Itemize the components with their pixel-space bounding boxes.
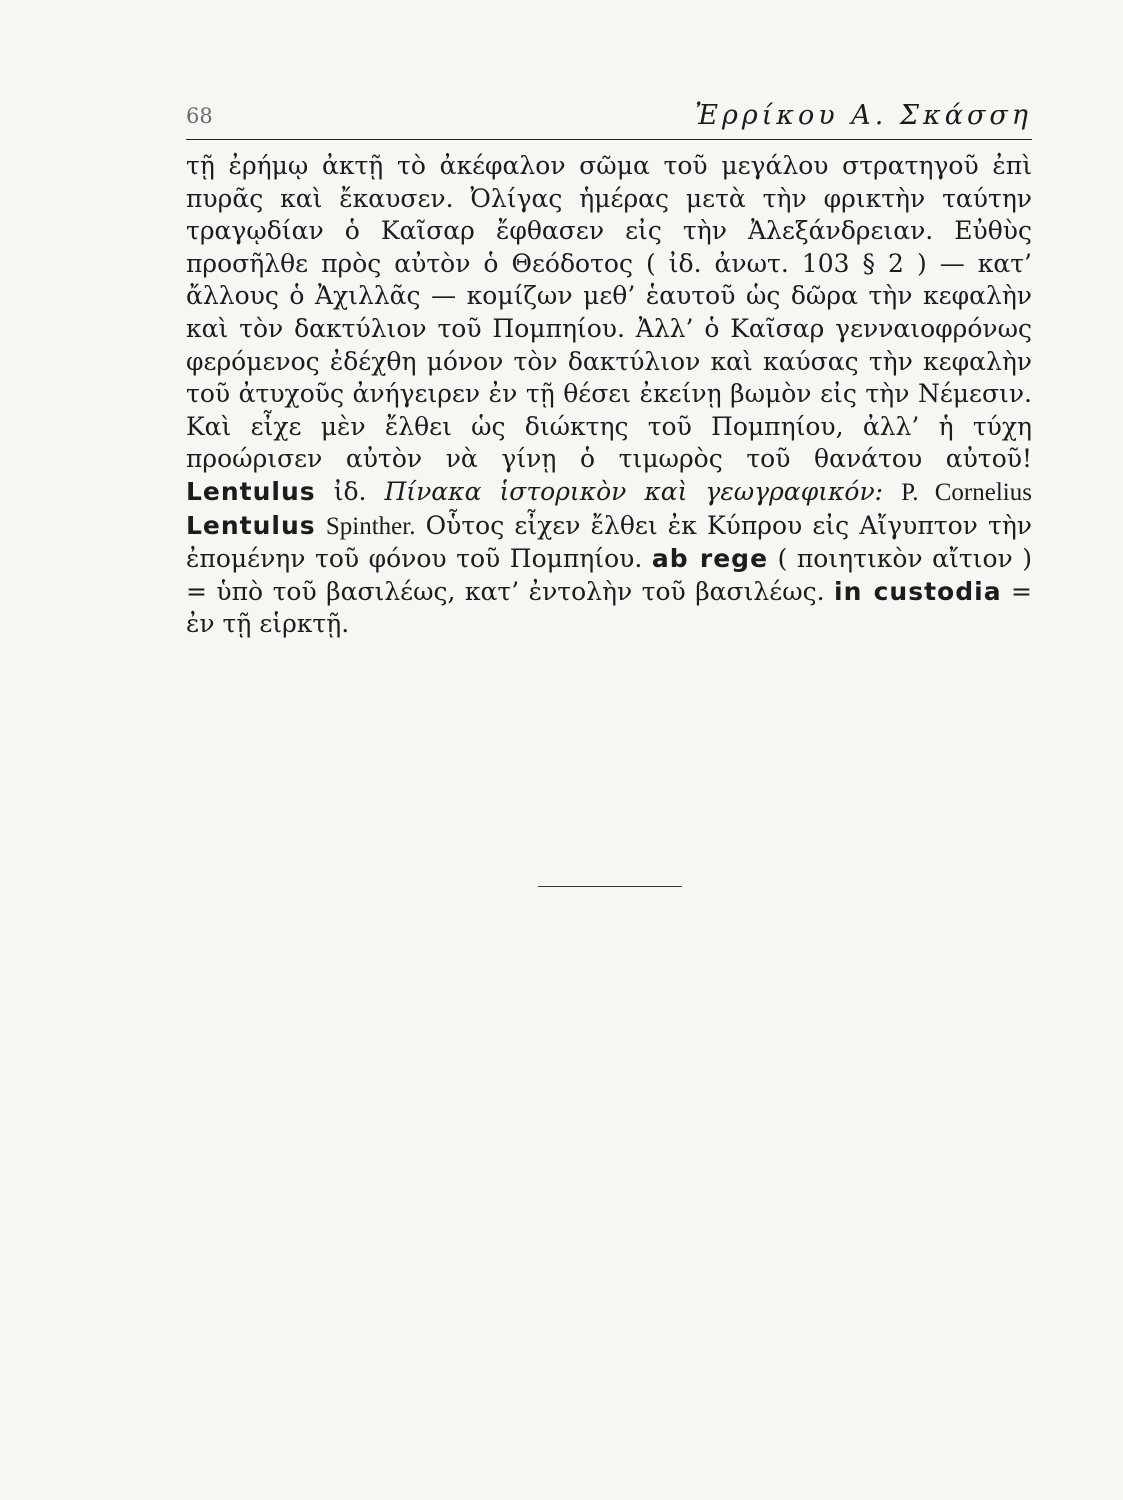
reference-title: Πίνακα ἱστορικὸν καὶ γεωγραφικόν: <box>384 476 884 506</box>
lentulus-note: Οὗτος εἶχεν ἔλθει ἐκ Κύπρου εἰς Αἴγυπτον τὴν ἐπομένην τοῦ φόνου τοῦ Πομπηίου. <box>186 510 1033 574</box>
commentary-paragraph <box>186 150 1032 641</box>
lemma-lentulus: Lentulus <box>186 476 316 506</box>
in-custodia-gloss: = ἐν τῇ εἱρκτῇ. <box>186 576 1032 639</box>
name-lentulus: Lentulus <box>186 510 316 540</box>
page-header <box>186 92 1032 142</box>
page-number: 68 <box>186 104 213 128</box>
name-cornelius: P. Cornelius <box>901 478 1032 506</box>
lemma-ab-rege: ab rege <box>651 544 769 574</box>
main-narrative: τῇ ἐρήμῳ ἀκτῇ τὸ ἀκέφαλον σῶμα τοῦ μεγάλου στρατηγοῦ ἐπὶ πυρᾶς καὶ ἔκαυσεν. Ὀλίγας ἡμέρας μετὰ τὴν φρικτὴν ταύτην τραγῳδίαν ὁ Καῖσαρ ἔφθασεν εἰς τὴν Ἀλεξάνδρειαν. Εὐθὺς προσῆλθε πρὸς αὐτὸν ὁ Θεόδοτος ( ἰδ. ἀνωτ. 103 § 2 ) — κατ’ ἄλλους ὁ Ἀχιλλᾶς — κομίζων μεθ’ ἑαυτοῦ ὡς δῶρα τὴν κεφαλὴν καὶ τὸν δακτύλιον τοῦ Πομπηίου. Ἀλλ’ ὁ Καῖσαρ γενναιοφρόνως φερόμενος ἐδέχθη μόνον τὸν δακτύλιον καὶ καύσας τὴν κεφαλὴν τοῦ ἀτυχοῦς ἀνήγειρεν ἐν τῇ θέσει ἐκείνῃ βωμὸν εἰς τὴν Νέμεσιν. Καὶ εἶχε μὲν ἔλθει ὡς διώκτης τοῦ Πομπηίου, ἀλλ’ ἡ τύχη προώρισεν αὐτὸν νὰ γίνῃ ὁ τιμωρὸς τοῦ θανάτου αὐτοῦ! <box>186 151 1032 474</box>
name-spinther: Spinther. <box>325 512 416 540</box>
ab-rege-gloss: ( ποιητικὸν αἴτιον ) = ὑπὸ τοῦ βασιλέως, κατ’ ἐντολὴν τοῦ βασιλέως. <box>186 544 1033 606</box>
running-head: Ἐρρίκου Α. Σκάσση <box>694 100 1032 131</box>
body-text <box>186 150 1032 641</box>
lemma-in-custodia: in custodia <box>834 576 1002 606</box>
reference-prefix: ἰδ. <box>333 476 367 506</box>
header-rule <box>186 139 1032 140</box>
section-end-rule <box>538 886 682 887</box>
